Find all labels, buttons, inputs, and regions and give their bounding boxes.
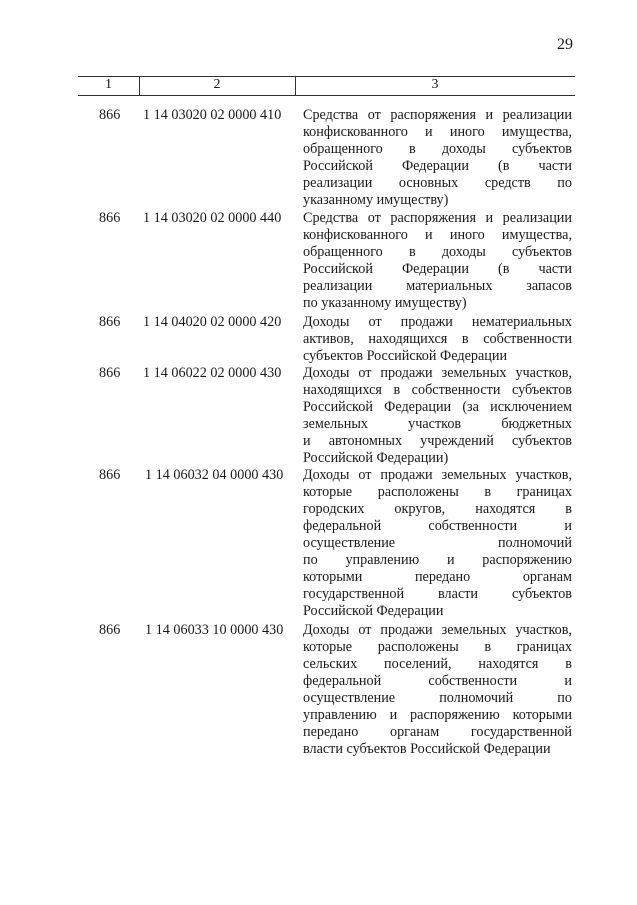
description-line: которыми передано органам (303, 569, 572, 585)
description-line: реализации материальных запасов (303, 278, 572, 294)
description-line: федеральной собственности и (303, 518, 572, 534)
description-line: по управлению и распоряжению (303, 552, 572, 568)
description-line: городских округов, находятся в (303, 501, 572, 517)
budget-code-cell: 1 14 06032 04 0000 430 (145, 467, 284, 483)
description-line: федеральной собственности и (303, 673, 572, 689)
description-line: Доходы от продажи земельных участков, (303, 467, 572, 483)
header-bottom-rule (78, 95, 575, 96)
admin-code-cell: 866 (99, 467, 121, 483)
description-cell (303, 365, 572, 467)
description-line: обращенного в доходы субъектов (303, 244, 572, 260)
budget-code-cell: 1 14 06033 10 0000 430 (145, 622, 284, 638)
admin-code-cell: 866 (99, 210, 121, 226)
description-line: Российской Федерации (в части (303, 261, 572, 277)
header-col-1: 1 (105, 77, 112, 92)
admin-code-cell: 866 (99, 314, 121, 330)
description-line: осуществление полномочий (303, 535, 572, 551)
description-line: конфискованного и иного имущества, (303, 227, 572, 243)
header-col-3: 3 (431, 77, 439, 92)
admin-code-cell: 866 (99, 107, 121, 123)
description-line: указанному имуществу) (303, 192, 449, 208)
description-line: земельных участков бюджетных (303, 416, 572, 432)
description-line: которые расположены в границах (303, 484, 572, 500)
description-line: Доходы от продажи земельных участков, (303, 365, 572, 381)
description-cell (303, 467, 572, 620)
description-cell (303, 622, 572, 758)
description-line: власти субъектов Российской Федерации (303, 741, 551, 757)
description-line: государственной власти субъектов (303, 586, 572, 602)
budget-code-cell: 1 14 06022 02 0000 430 (143, 365, 282, 381)
description-line: Средства от распоряжения и реализации (303, 107, 572, 123)
description-cell (303, 107, 572, 209)
description-line: находящихся в собственности субъектов (303, 382, 572, 398)
description-line: управлению и распоряжению которыми (303, 707, 572, 723)
description-line: которые расположены в границах (303, 639, 572, 655)
description-line: осуществление полномочий по (303, 690, 572, 706)
budget-code-cell: 1 14 03020 02 0000 410 (143, 107, 282, 123)
description-line: субъектов Российской Федерации (303, 348, 508, 364)
description-cell (303, 314, 572, 365)
description-line: Российской Федерации (в части (303, 158, 572, 174)
description-cell (303, 210, 572, 312)
description-line: конфискованного и иного имущества, (303, 124, 572, 140)
description-line: Доходы от продажи земельных участков, (303, 622, 572, 638)
description-line: обращенного в доходы субъектов (303, 141, 572, 157)
description-line: Российской Федерации (за исключением (303, 399, 572, 415)
budget-code-cell: 1 14 04020 02 0000 420 (143, 314, 282, 330)
description-line: Средства от распоряжения и реализации (303, 210, 572, 226)
description-line: реализации основных средств по (303, 175, 572, 191)
description-line: Российской Федерации) (303, 450, 449, 466)
admin-code-cell: 866 (99, 365, 121, 381)
description-line: активов, находящихся в собственности (303, 331, 572, 347)
page-number: 29 (557, 36, 573, 53)
admin-code-cell: 866 (99, 622, 121, 638)
description-line: по указанному имуществу) (303, 295, 467, 311)
description-line: Российской Федерации (303, 603, 444, 619)
description-line: Доходы от продажи нематериальных (303, 314, 572, 330)
description-line: сельских поселений, находятся в (303, 656, 572, 672)
header-col-2: 2 (213, 77, 221, 92)
description-line: и автономных учреждений субъектов (303, 433, 572, 449)
description-line: передано органам государственной (303, 724, 572, 740)
budget-code-cell: 1 14 03020 02 0000 440 (143, 210, 282, 226)
